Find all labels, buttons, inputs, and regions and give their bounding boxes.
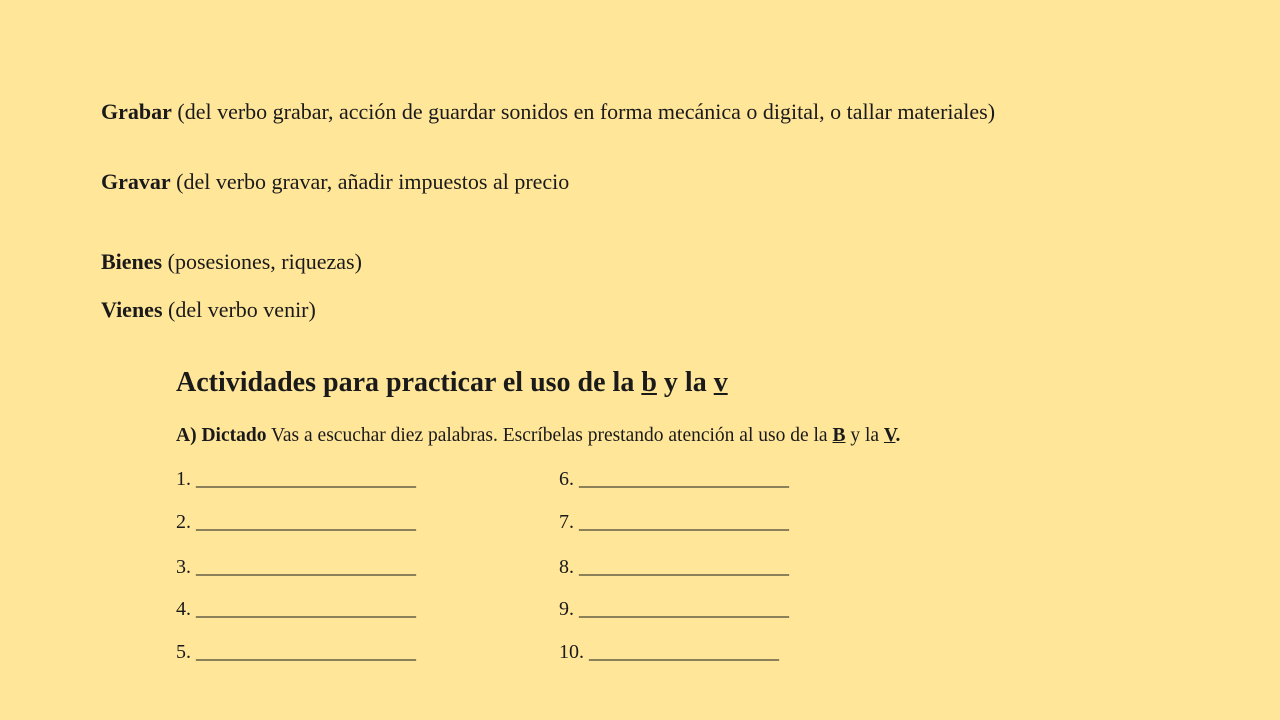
answer-line-6[interactable]: 6. _____________________ [559, 468, 789, 490]
definition-grabar [101, 99, 995, 125]
answer-line-3[interactable]: 3. ______________________ [176, 556, 416, 578]
instruction-letter-b: B [832, 425, 846, 446]
term-vienes: Vienes [101, 297, 163, 322]
term-bienes: Bienes [101, 249, 163, 274]
instruction-letter-v: V [883, 425, 896, 446]
term-gravar: Gravar [101, 169, 171, 194]
definition-gravar-text: (del verbo gravar, añadir impuestos al precio [170, 169, 570, 194]
answer-line-1[interactable]: 1. ______________________ [176, 468, 416, 490]
definition-bienes [101, 249, 362, 275]
definition-gravar [101, 169, 569, 195]
answer-line-10[interactable]: 10. ___________________ [559, 641, 779, 663]
answer-line-8[interactable]: 8. _____________________ [559, 556, 789, 578]
answer-line-4[interactable]: 4. ______________________ [176, 598, 416, 620]
answer-line-2[interactable]: 2. ______________________ [176, 511, 416, 533]
dictation-text: Vas a escuchar diez palabras. Escríbelas prestando atención al uso de la [266, 425, 833, 446]
answer-line-9[interactable]: 9. _____________________ [559, 598, 789, 620]
answer-line-5[interactable]: 5. ______________________ [176, 641, 416, 663]
instruction-end: . [895, 425, 901, 446]
title-letter-v: v [713, 367, 728, 398]
definition-vienes-text: (del verbo venir) [162, 297, 316, 322]
definition-bienes-text: (posesiones, riquezas) [162, 249, 362, 274]
term-grabar: Grabar [101, 99, 172, 124]
answer-line-7[interactable]: 7. _____________________ [559, 511, 789, 533]
definition-vienes [101, 297, 316, 323]
title-letter-b: b [641, 367, 657, 398]
activities-title-mid: y la [656, 367, 714, 398]
instruction-mid: y la [845, 425, 884, 446]
definition-grabar-text: (del verbo grabar, acción de guardar sonidos en forma mecánica o digital, o tallar materiales) [171, 99, 996, 124]
dictation-label: A) Dictado [176, 425, 267, 446]
activities-title-text: Actividades para practicar el uso de la [176, 367, 642, 398]
dictation-instruction [176, 425, 900, 447]
activities-title [176, 367, 728, 399]
